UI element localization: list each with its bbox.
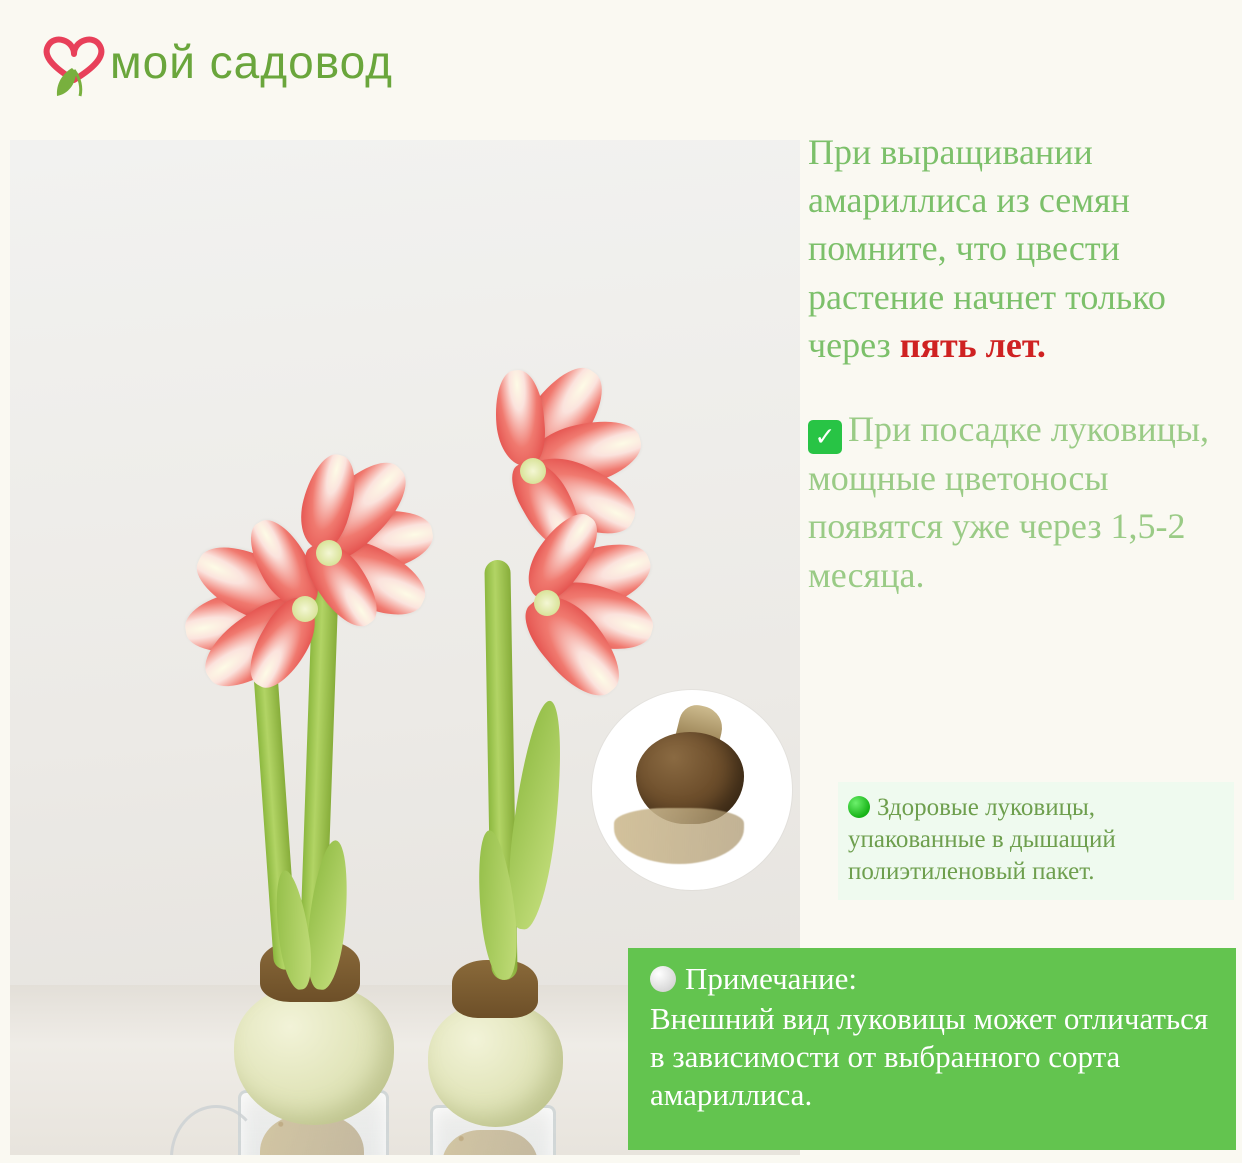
bulb-closeup-inset — [592, 690, 792, 890]
right-text-column — [808, 92, 1228, 635]
paragraph-bulbs — [808, 405, 1228, 599]
check-mark-icon: ✓ — [808, 420, 842, 454]
site-logo — [36, 24, 393, 100]
remark-text: Внешний вид луковицы может отличаться в зависимости от выбранного сорта амариллиса. — [650, 1001, 1209, 1112]
paragraph-seeds — [808, 128, 1228, 369]
remark-panel — [628, 948, 1236, 1150]
green-dot-icon — [848, 796, 870, 818]
heart-leaf-icon — [36, 24, 110, 100]
paragraph-seeds-text: При выращивании амариллиса из семян помните, что цвести растение начнет только через — [808, 132, 1166, 365]
remark-title-row — [650, 962, 1218, 996]
plant-bulb — [234, 985, 394, 1125]
paragraph-seeds-highlight: пять лет. — [899, 324, 1046, 365]
plant-bulb — [428, 1002, 563, 1127]
white-circle-icon — [650, 966, 676, 992]
paragraph-bulbs-text: При посадке луковицы, мощные цветоносы появятся уже через 1,5-2 месяца. — [808, 409, 1210, 595]
remark-title: Примечание: — [685, 961, 857, 996]
healthy-bulbs-note — [838, 782, 1234, 900]
healthy-bulbs-text: Здоровые луковицы, упакованные в дышащий полиэтиленовый пакет. — [848, 794, 1116, 885]
logo-text: мой садовод — [110, 36, 394, 88]
inset-bulb-roots — [614, 808, 744, 864]
